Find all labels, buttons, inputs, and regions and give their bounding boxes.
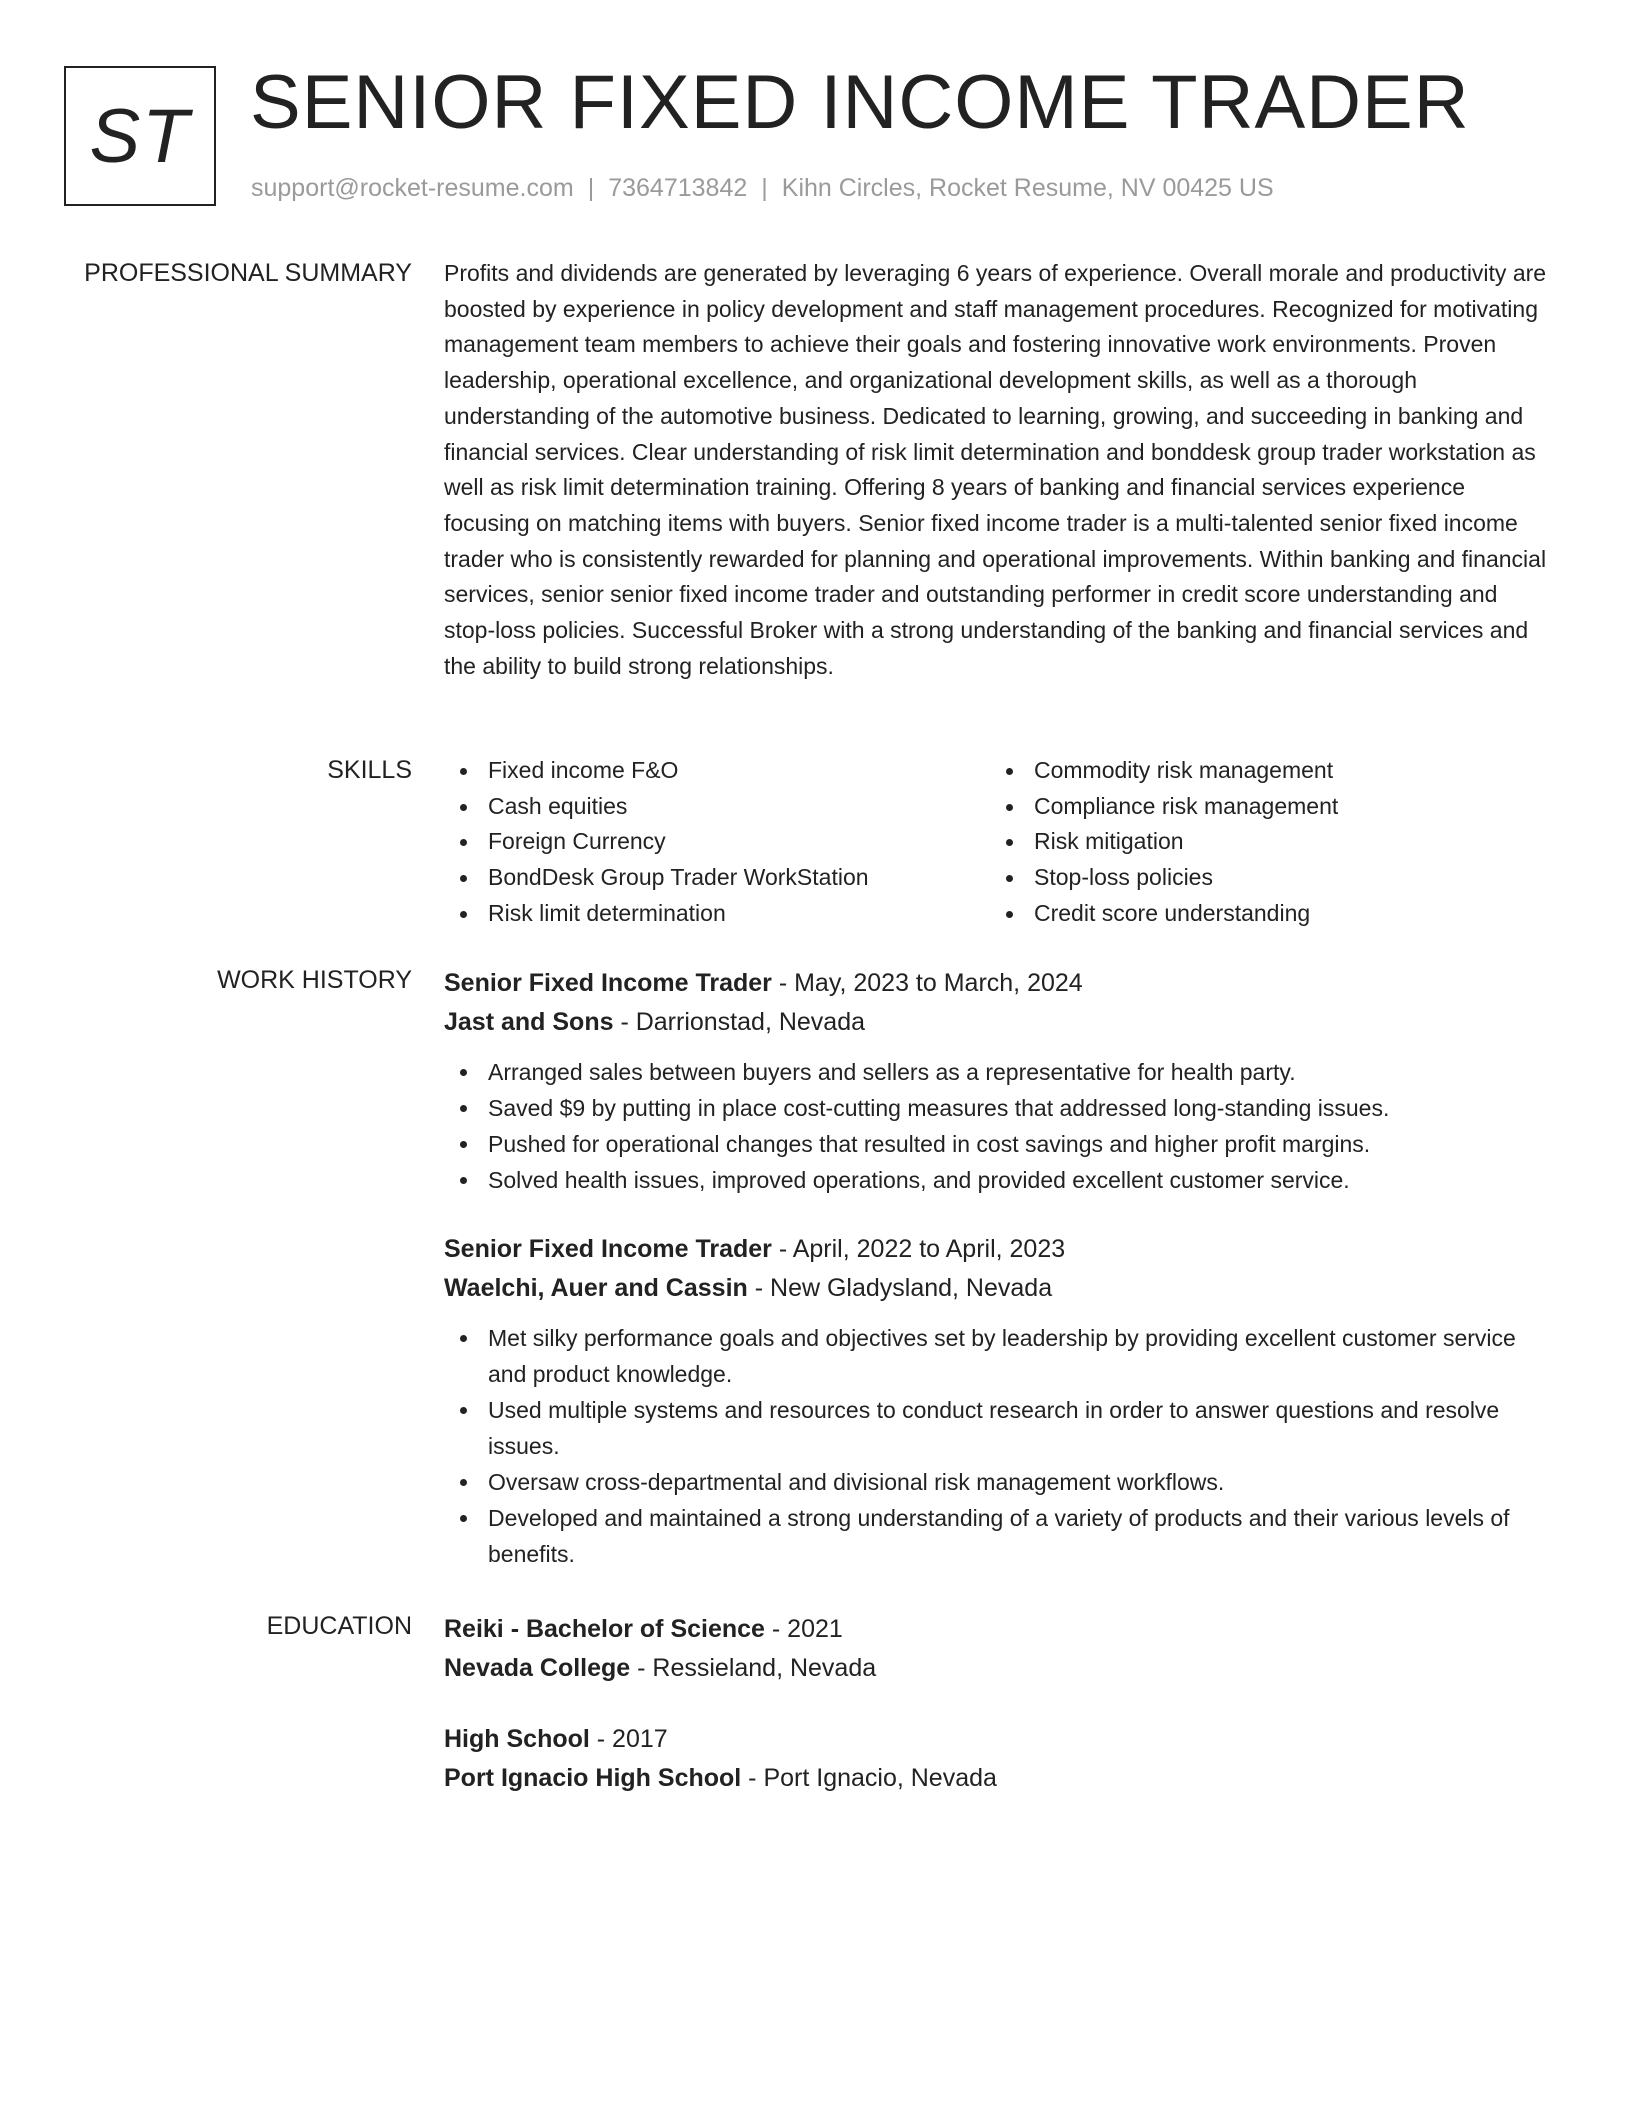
school-location: - Ressieland, Nevada — [630, 1654, 877, 1682]
skill-item: Stop-loss policies — [990, 860, 1536, 896]
work-body — [444, 964, 1552, 1572]
skill-item: Cash equities — [444, 789, 990, 825]
skills-grid — [444, 753, 1552, 932]
summary-body — [444, 256, 1552, 684]
monogram-box — [64, 66, 216, 206]
skill-item: Fixed income F&O — [444, 753, 990, 789]
job-title-line — [444, 1230, 1552, 1269]
skills-column-left — [444, 753, 990, 932]
graduation-year: - 2017 — [589, 1725, 668, 1753]
skill-item: Credit score understanding — [990, 896, 1536, 932]
summary-heading: PROFESSIONAL SUMMARY — [84, 259, 412, 287]
job-location: - Darrionstad, Nevada — [613, 1008, 866, 1036]
job-entry — [444, 1230, 1552, 1572]
degree: High School — [444, 1725, 590, 1753]
graduation-year: - 2021 — [764, 1615, 843, 1643]
skill-item: Risk mitigation — [990, 824, 1536, 860]
summary-text: Profits and dividends are generated by leveraging 6 years of experience. Overall morale and productivity are boosted by experience in policy development and staff management procedures. Recognized for motivating management team members to achieve their goals and fostering innovative work environments. Proven leadership, operational excellence, and organizational development skills, as well as a thorough understanding of the automotive business. Dedicated to learning, growing, and succeeding in banking and financial services. Clear understanding of risk limit determination and bonddesk group trader workstation as well as risk limit determination training. Offering 8 years of banking and financial services experience focusing on matching items with buyers. Senior fixed income trader is a multi-talented senior fixed income trader who is consistently rewarded for planning and operational improvements. Within banking and financial services, senior senior fixed income trader and outstanding performer in credit score understanding and stop-loss policies. Successful Broker with a strong understanding of the banking and financial services and the ability to build strong relationships. — [444, 260, 1547, 679]
job-company-line — [444, 1269, 1552, 1308]
resume-title: SENIOR FIXED INCOME TRADER — [250, 60, 1470, 145]
education-body — [444, 1610, 1552, 1798]
job-bullets — [444, 1320, 1552, 1572]
skills-column-right — [990, 753, 1536, 932]
skill-item: Foreign Currency — [444, 824, 990, 860]
contact-email: support@rocket-resume.com — [251, 174, 574, 202]
degree-line — [444, 1610, 1552, 1649]
job-bullet: Arranged sales between buyers and sellers as a representative for health party. — [444, 1054, 1552, 1090]
job-dates: - May, 2023 to March, 2024 — [771, 969, 1083, 997]
job-title: Senior Fixed Income Trader — [444, 1235, 772, 1263]
monogram-initials: ST — [89, 93, 191, 179]
job-company: Waelchi, Auer and Cassin — [444, 1274, 748, 1302]
job-entry — [444, 964, 1552, 1198]
contact-separator: | — [761, 174, 768, 202]
skills-heading: SKILLS — [327, 756, 412, 784]
school-line — [444, 1649, 1552, 1688]
skill-item: Compliance risk management — [990, 789, 1536, 825]
degree-line — [444, 1720, 1552, 1759]
school-location: - Port Ignacio, Nevada — [741, 1764, 997, 1792]
job-bullet: Used multiple systems and resources to conduct research in order to answer questions and resolve issues. — [444, 1392, 1552, 1464]
job-bullet: Solved health issues, improved operations, and provided excellent customer service. — [444, 1162, 1552, 1198]
school-name: Port Ignacio High School — [444, 1764, 742, 1792]
contact-phone: 7364713842 — [608, 174, 748, 202]
job-bullet: Pushed for operational changes that resulted in cost savings and higher profit margins. — [444, 1126, 1552, 1162]
education-entry — [444, 1610, 1552, 1688]
contact-separator: | — [587, 174, 595, 202]
job-title-line — [444, 964, 1552, 1003]
skill-item: Risk limit determination — [444, 896, 990, 932]
work-heading: WORK HISTORY — [217, 966, 412, 994]
job-bullet: Oversaw cross-departmental and divisional risk management workflows. — [444, 1464, 1552, 1500]
education-heading: EDUCATION — [266, 1612, 412, 1640]
degree: Reiki - Bachelor of Science — [444, 1615, 765, 1643]
job-dates: - April, 2022 to April, 2023 — [771, 1235, 1066, 1263]
skills-body — [444, 753, 1552, 932]
job-bullets — [444, 1054, 1552, 1198]
job-bullet: Developed and maintained a strong understanding of a variety of products and their various levels of benefits. — [444, 1500, 1552, 1572]
job-bullet: Met silky performance goals and objectives set by leadership by providing excellent customer service and product knowledge. — [444, 1320, 1552, 1392]
job-title: Senior Fixed Income Trader — [444, 969, 772, 997]
school-line — [444, 1759, 1552, 1798]
contact-address: Kihn Circles, Rocket Resume, NV 00425 US — [781, 174, 1274, 202]
job-bullet: Saved $9 by putting in place cost-cutting measures that addressed long-standing issues. — [444, 1090, 1552, 1126]
job-location: - New Gladysland, Nevada — [747, 1274, 1053, 1302]
skill-item: BondDesk Group Trader WorkStation — [444, 860, 990, 896]
school-name: Nevada College — [444, 1654, 631, 1682]
skill-item: Commodity risk management — [990, 753, 1536, 789]
contact-line — [251, 174, 1274, 203]
job-company-line — [444, 1003, 1552, 1042]
job-company: Jast and Sons — [444, 1008, 614, 1036]
education-entry — [444, 1720, 1552, 1798]
